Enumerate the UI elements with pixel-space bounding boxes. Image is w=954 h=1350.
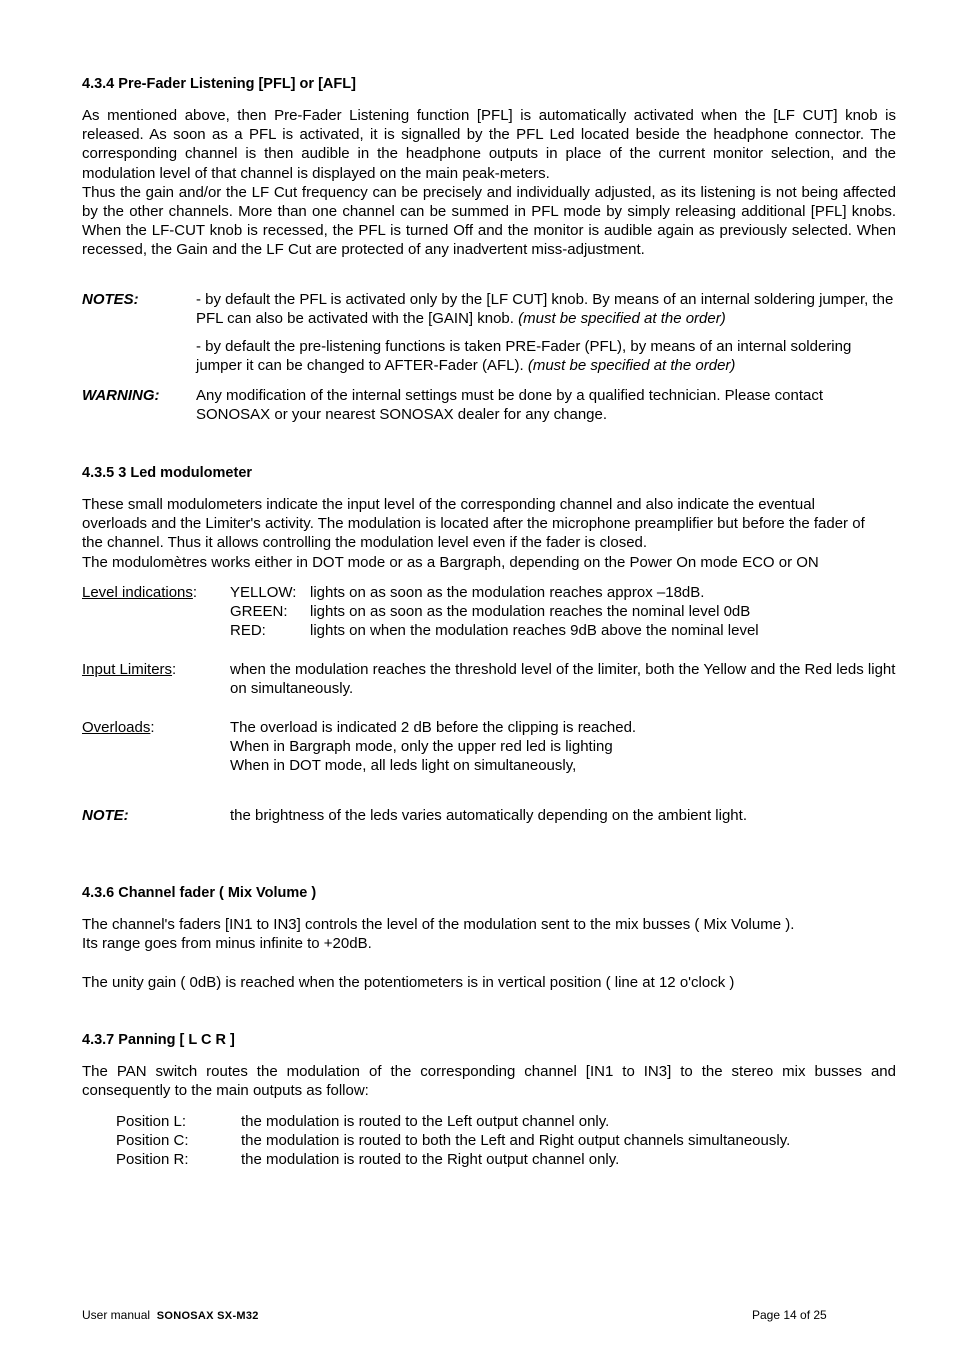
- led-note-block: [82, 806, 896, 826]
- warning-block: [82, 386, 896, 426]
- note-2: - by default the pre-listening functions is taken PRE-Fader (PFL), by means of an internal soldering jumper it can be changed to AFTER-Fader (AFL). (must be specified at the order): [196, 338, 852, 375]
- pan-position-c: Position C: the modulation is routed to both the Left and Right output channels simultaneously.: [116, 1132, 791, 1150]
- overloads-block: [82, 718, 896, 778]
- pan-position-l: Position L: the modulation is routed to the Left output channel only.: [116, 1113, 610, 1130]
- pfl-paragraph-1: As mentioned above, then Pre-Fader Listening function [PFL] is automatically activated when the [LF CUT] knob is released. As soon as a PFL is activated, it is signalled by the PFL Led located beside the headphone connector. The corresponding channel is then audible in the headphone outputs in place of the current monitor selection, and the modulation level of that channel is displayed on the main peak-meters.: [82, 107, 896, 182]
- pfl-paragraph-2: Thus the gain and/or the LF Cut frequency can be precisely and individually adjusted, as its listening is not being affected by the other channels. More than one channel can be summed in PFL mode by simply releasing additional [PFL] knobs. When the LF-CUT knob is recessed, the PFL is turned Off and the monitor is audible again as previously selected. When recessed, the Gain and the LF Cut are protected of any inadvertent miss-adjustment.: [82, 183, 896, 259]
- level-indications-block: [82, 583, 896, 643]
- section-heading-4-3-7: 4.3.7 Panning [ L C R ]: [82, 1032, 235, 1048]
- section-heading-4-3-5: 4.3.5 3 Led modulometer: [82, 465, 253, 481]
- modulometer-paragraph-2: The modulomètres works either in DOT mode or as a Bargraph, depending on the Power On mode ECO or ON: [82, 553, 819, 571]
- pan-positions: [82, 1112, 896, 1170]
- fader-paragraph-2: Its range goes from minus infinite to +20dB.: [82, 935, 372, 953]
- input-limiters-block: [82, 660, 896, 700]
- level-row-red: RED: lights on when the modulation reaches 9dB above the nominal level: [230, 622, 759, 640]
- overloads-line: When in DOT mode, all leds light on simultaneously,: [230, 757, 577, 775]
- overloads-list: [230, 718, 896, 776]
- overloads-line: When in Bargraph mode, only the upper red led is lighting: [230, 738, 613, 756]
- note-label: NOTE:: [82, 807, 129, 824]
- led-note-text: the brightness of the leds varies automatically depending on the ambient light.: [230, 807, 747, 824]
- warning-text: Any modification of the internal settings must be done by a qualified technician. Please contact SONOSAX or your nearest SONOSAX dealer for any change.: [196, 387, 824, 424]
- pan-position-r: Position R: the modulation is routed to the Right output channel only.: [116, 1151, 620, 1169]
- overloads-label: Overloads:: [82, 719, 155, 736]
- note-1: - by default the PFL is activated only by the [LF CUT] knob. By means of an internal soldering jumper, the PFL can also be activated with the [GAIN] knob. (must be specified at the order): [196, 291, 894, 328]
- section-heading-4-3-4: 4.3.4 Pre-Fader Listening [PFL] or [AFL]: [82, 76, 356, 92]
- input-limiters-text: when the modulation reaches the threshold level of the limiter, both the Yellow and the Red leds light on simultaneously.: [230, 661, 896, 698]
- footer-manual: [82, 1306, 259, 1326]
- notes-block: [82, 290, 896, 330]
- level-row-yellow: YELLOW: lights on as soon as the modulation reaches approx –18dB.: [230, 584, 705, 601]
- input-limiters-label: Input Limiters:: [82, 661, 177, 678]
- overloads-line: The overload is indicated 2 dB before the clipping is reached.: [230, 719, 637, 736]
- fader-paragraph-3: The unity gain ( 0dB) is reached when the potentiometers is in vertical position ( line at 12 o'clock ): [82, 974, 735, 991]
- panning-description: The PAN switch routes the modulation of the corresponding channel [IN1 to IN3] to the stereo mix busses and consequently to the main outputs as follow:: [82, 1063, 896, 1100]
- level-row-green: GREEN: lights on as soon as the modulation reaches the nominal level 0dB: [230, 603, 751, 621]
- pfl-description: [82, 106, 896, 260]
- section-heading-4-3-6: 4.3.6 Channel fader ( Mix Volume ): [82, 885, 317, 901]
- footer-page-number: Page 14 of 25: [752, 1308, 827, 1322]
- notes-label: NOTES:: [82, 291, 139, 308]
- modulometer-description: [82, 495, 872, 572]
- level-list: [230, 583, 896, 641]
- note-2-block: [82, 337, 896, 377]
- warning-label: WARNING:: [82, 387, 160, 404]
- modulometer-paragraph-1: These small modulometers indicate the input level of the corresponding channel and also indicate the eventual overloads and the Limiter's activity. The modulation is located after the microphone preamplifier but before the fader of the channel. Thus it allows controlling the modulation level even if the fader is closed.: [82, 496, 865, 552]
- level-indications-label: Level indications:: [82, 584, 198, 601]
- fader-paragraph-1: The channel's faders [IN1 to IN3] controls the level of the modulation sent to the mix busses ( Mix Volume ).: [82, 916, 795, 933]
- fader-description: [82, 915, 896, 953]
- footer-manual-label: User manual: [82, 1308, 151, 1322]
- footer-brand: SONOSAX SX-M32: [156, 1310, 259, 1322]
